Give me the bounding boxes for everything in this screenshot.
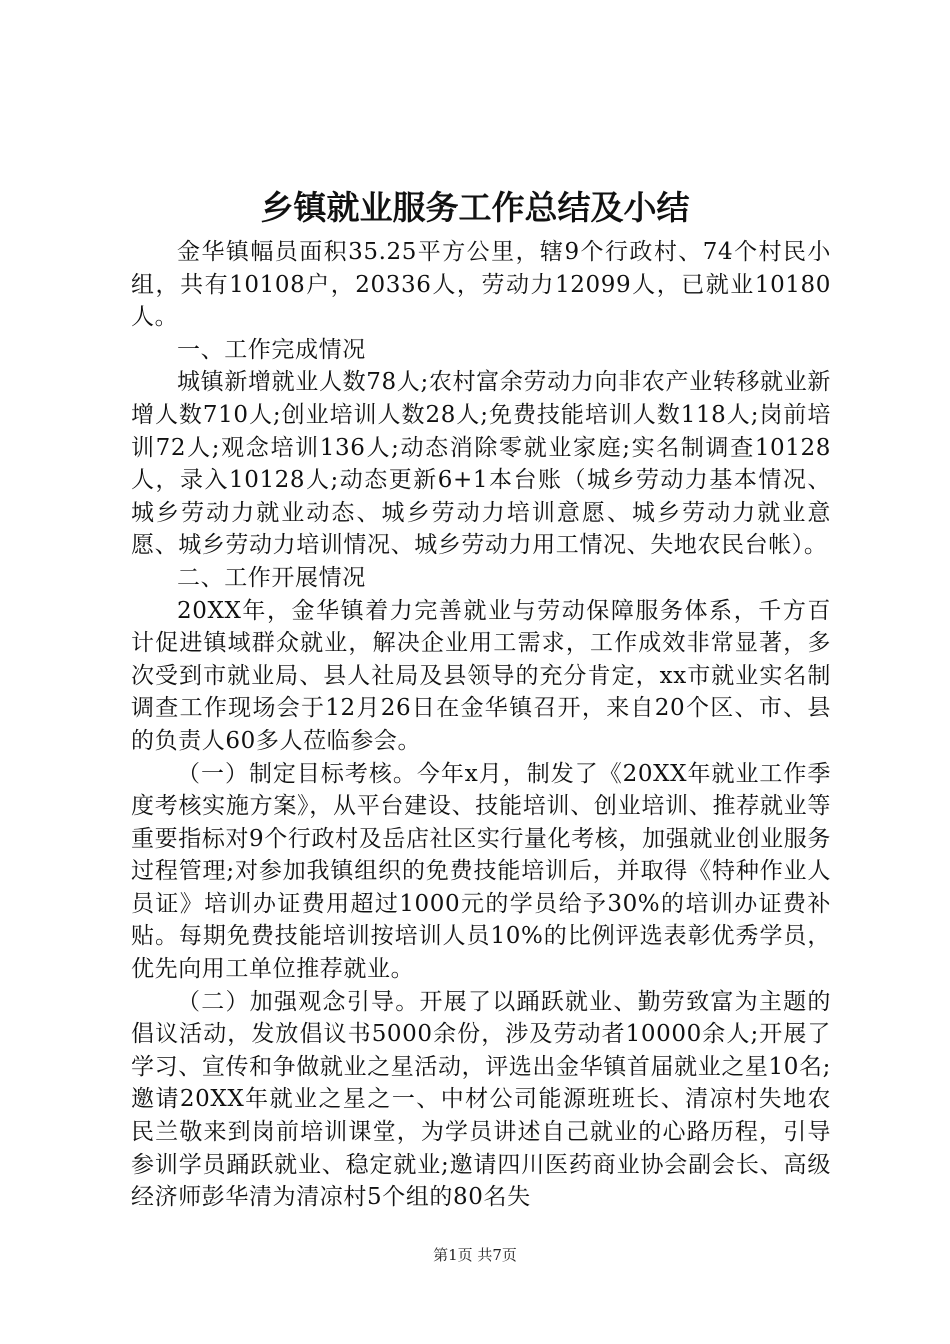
paragraph-intro: 金华镇幅员面积35.25平方公里，辖9个行政村、74个村民小组，共有10108户，20336人，劳动力12099人，已就业10180人。	[131, 239, 832, 331]
document-body	[131, 236, 831, 1214]
paragraph-work-progress: 20XX年，金华镇着力完善就业与劳动保障服务体系，千方百计促进镇域群众就业，解决企业用工需求，工作成效非常显著，多次受到市就业局、县人社局及县领导的充分肯定，xx市就业实名制调查工作现场会于12月26日在金华镇召开，来自20个区、市、县的负责人60多人莅临参会。	[131, 597, 831, 754]
document-title: 乡镇就业服务工作总结及小结	[260, 188, 690, 227]
section-heading-work-completion: 一、工作完成情况	[177, 336, 366, 363]
page-number-footer: 第1页 共7页	[433, 1246, 517, 1264]
section-heading-work-progress: 二、工作开展情况	[177, 564, 366, 591]
paragraph-concept-guidance: （二）加强观念引导。开展了以踊跃就业、勤劳致富为主题的倡议活动，发放倡议书5000余份，涉及劳动者10000余人;开展了学习、宣传和争做就业之星活动，评选出金华镇首届就业之星10名;邀请20XX年就业之星之一、中材公司能源班班长、清凉村失地农民兰敬来到岗前培训课堂，为学员讲述自己就业的心路历程，引导参训学员踊跃就业、稳定就业;邀请四川医药商业协会副会长、高级经济师彭华清为清凉村5个组的80名失	[131, 988, 831, 1211]
paragraph-work-completion: 城镇新增就业人数78人;农村富余劳动力向非农产业转移就业新增人数710人;创业培训人数28人;免费技能培训人数118人;岗前培训72人;观念培训136人;动态消除零就业家庭;实名制调查10128人，录入10128人;动态更新6+1本台账（城乡劳动力基本情况、城乡劳动力就业动态、城乡劳动力培训意愿、城乡劳动力就业意愿、城乡劳动力培训情况、城乡劳动力用工情况、失地农民台帐）。	[131, 369, 831, 559]
paragraph-target-assessment: （一）制定目标考核。今年x月，制发了《20XX年就业工作季度考核实施方案》，从平台建设、技能培训、创业培训、推荐就业等重要指标对9个行政村及岳店社区实行量化考核，加强就业创业服务过程管理;对参加我镇组织的免费技能培训后，并取得《特种作业人员证》培训办证费用超过1000元的学员给予30%的培训办证费补贴。每期免费技能培训按培训人员10%的比例评选表彰优秀学员，优先向用工单位推荐就业。	[131, 760, 831, 983]
